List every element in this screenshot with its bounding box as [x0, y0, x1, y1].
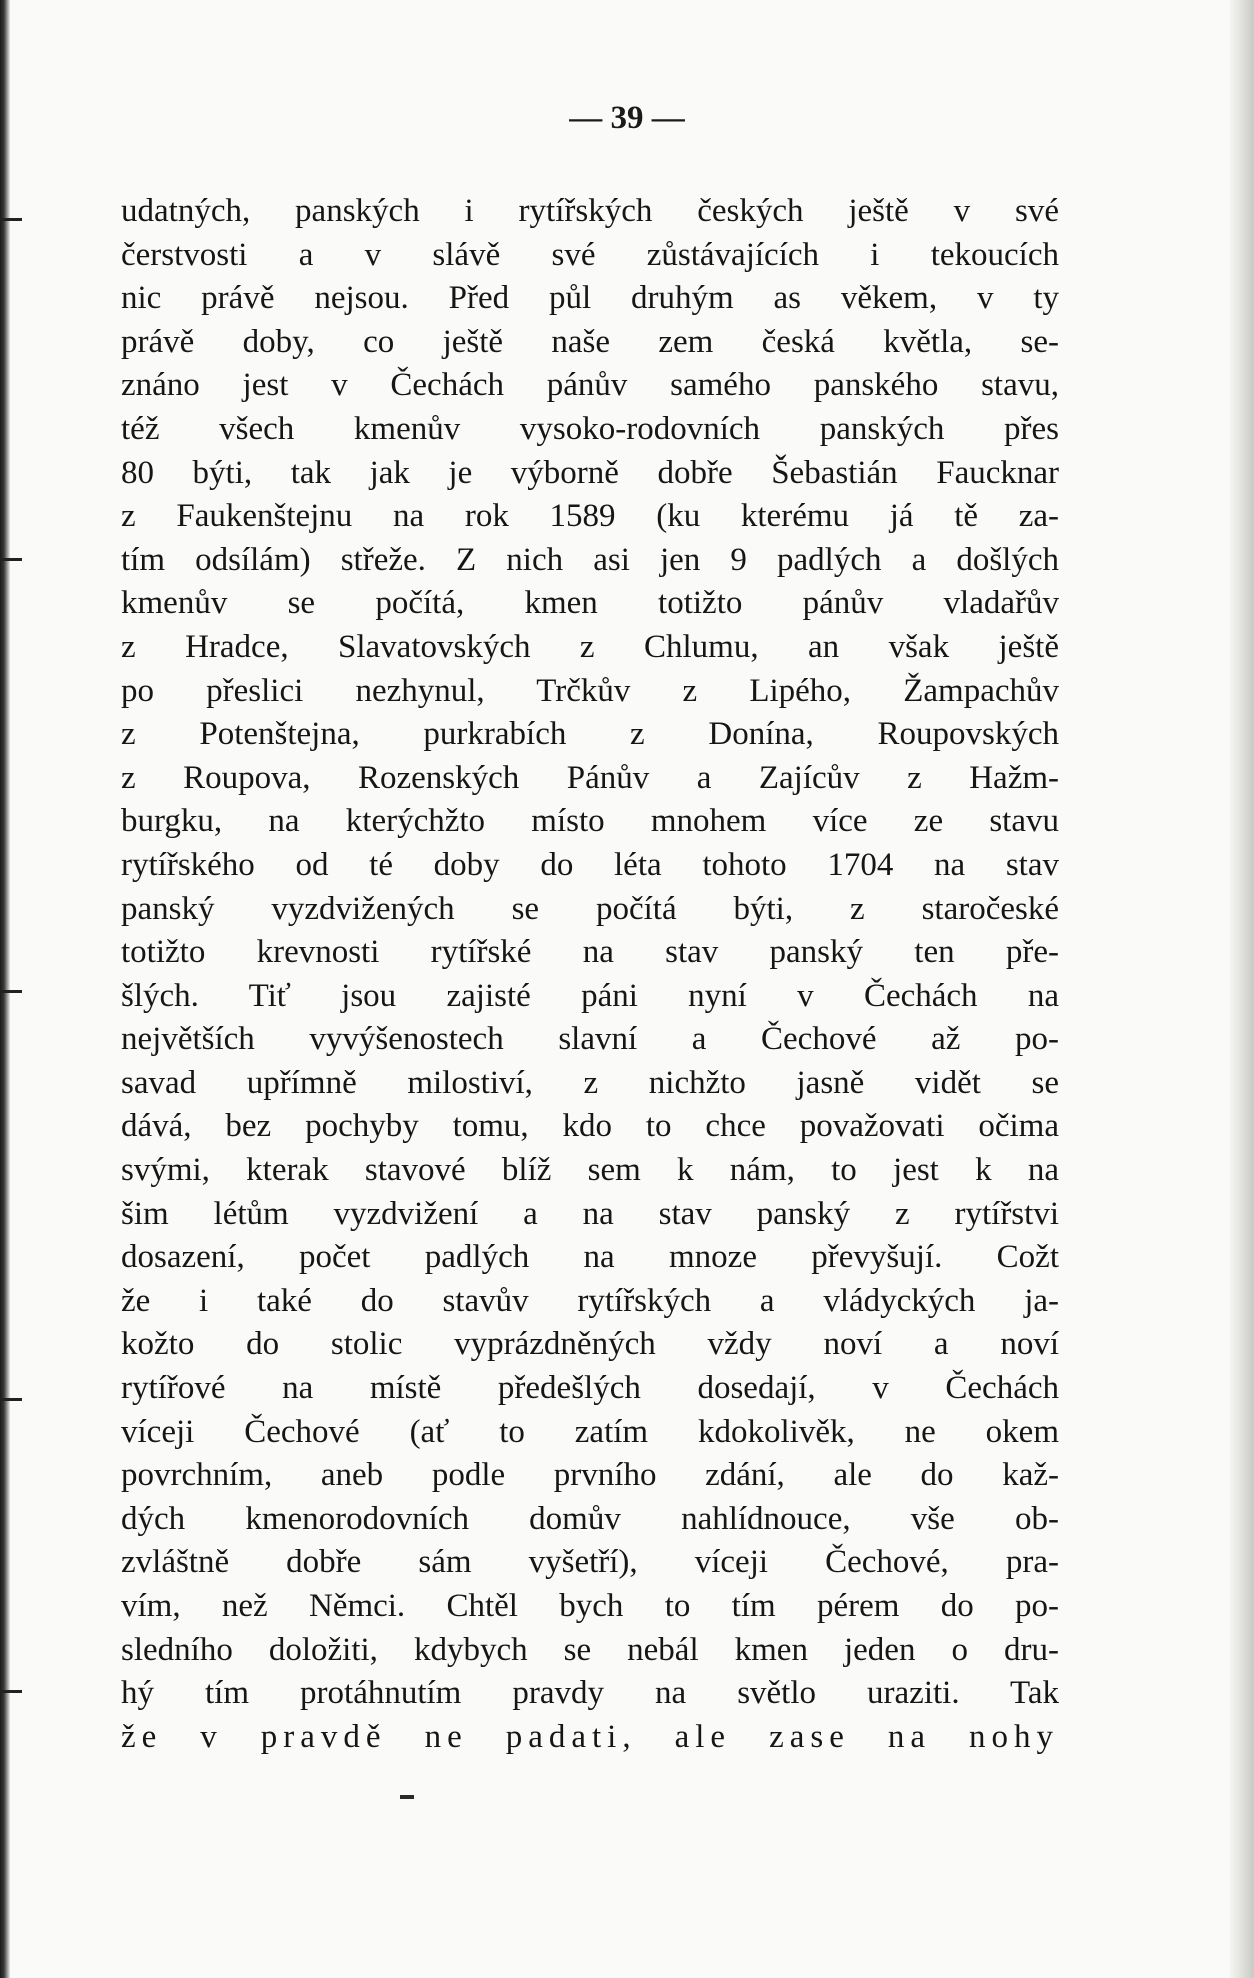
text-line: dosazení, počet padlých na mnoze převyšují. Cožt [121, 1239, 1059, 1276]
text-line: čerstvosti a v slávě své zůstávajících i tekoucích [121, 236, 1059, 273]
text-line: z Hradce, Slavatovských z Chlumu, an však ještě [121, 628, 1059, 665]
text-line: panský vyzdvižených se počítá býti, z staročeské [121, 890, 1059, 927]
margin-mark [0, 558, 22, 561]
text-line: udatných, panských i rytířských českých ještě v své [121, 193, 1059, 229]
margin-mark [0, 218, 22, 221]
text-line: zvláštně dobře sám vyšetří), víceji Čechové, pra- [121, 1544, 1059, 1581]
text-line: z Faukenštejnu na rok 1589 (ku kterému já tě za- [121, 498, 1059, 535]
text-line: 80 býti, tak jak je výborně dobře Šebastián Faucknar [121, 454, 1059, 491]
text-line: největších vyvýšenostech slavní a Čechové až po- [121, 1021, 1059, 1058]
text-line: dává, bez pochyby tomu, kdo to chce považovati očima [121, 1108, 1059, 1145]
text-line: svými, kterak stavové blíž sem k nám, to jest k na [121, 1152, 1059, 1189]
text-line: dých kmenorodovních domův nahlídnouce, vše ob- [121, 1500, 1059, 1537]
text-line: právě doby, co ještě naše zem česká květla, se- [121, 323, 1059, 360]
margin-mark [0, 990, 22, 993]
stray-print-mark [400, 1795, 414, 1799]
text-line: z Potenštejna, purkrabích z Donína, Roupovských [121, 716, 1059, 753]
margin-mark [0, 1690, 22, 1693]
text-line: též všech kmenův vysoko-rodovních panských přes [121, 410, 1059, 447]
text-line: vím, než Němci. Chtěl bych to tím pérem do po- [121, 1588, 1059, 1624]
body-text [121, 190, 1059, 1759]
page-number: — 39 — [569, 100, 685, 136]
text-line: po přeslici nezhynul, Trčkův z Lipého, Žampachův [121, 672, 1059, 709]
text-line: že i také do stavův rytířských a vládyckých ja- [121, 1282, 1059, 1319]
text-line: šim létům vyzdvižení a na stav panský z rytířstvi [121, 1195, 1059, 1232]
book-binding-edge [0, 0, 10, 1978]
text-line: nic právě nejsou. Před půl druhým as věkem, v ty [121, 280, 1059, 317]
page-right-edge [1230, 0, 1254, 1978]
text-line: šlých. Tiť jsou zajisté páni nyní v Čechách na [121, 977, 1059, 1014]
text-line: rytířové na místě předešlých dosedají, v Čechách [121, 1370, 1059, 1407]
margin-mark [0, 1398, 22, 1401]
text-line: kmenův se počítá, kmen totižto pánův vladařův [121, 585, 1059, 622]
text-line: totižto krevnosti rytířské na stav panský ten pře- [121, 934, 1059, 971]
text-line: víceji Čechové (ať to zatím kdokolivěk, ne okem [121, 1413, 1059, 1450]
text-line: z Roupova, Rozenských Pánův a Zajícův z Hažm- [121, 759, 1059, 796]
text-line: rytířského od té doby do léta tohoto 1704 na stav [121, 846, 1059, 883]
text-line: sledního doložiti, kdybych se nebál kmen jeden o dru- [121, 1631, 1059, 1668]
text-line: tím odsílám) střeže. Z nich asi jen 9 padlých a došlých [121, 541, 1059, 578]
text-line: znáno jest v Čechách pánův samého panského stavu, [121, 367, 1059, 404]
text-line: kožto do stolic vyprázdněných vždy noví a noví [121, 1326, 1059, 1363]
text-line: hý tím protáhnutím pravdy na světlo uraziti. Tak [121, 1675, 1059, 1712]
text-line: že v pravdě ne padati, ale zase na nohy [121, 1718, 1059, 1755]
text-line: povrchním, aneb podle prvního zdání, ale do kaž- [121, 1457, 1059, 1494]
text-line: burgku, na kterýchžto místo mnohem více ze stavu [121, 803, 1059, 840]
text-line: savad upřímně milostiví, z nichžto jasně vidět se [121, 1064, 1059, 1101]
